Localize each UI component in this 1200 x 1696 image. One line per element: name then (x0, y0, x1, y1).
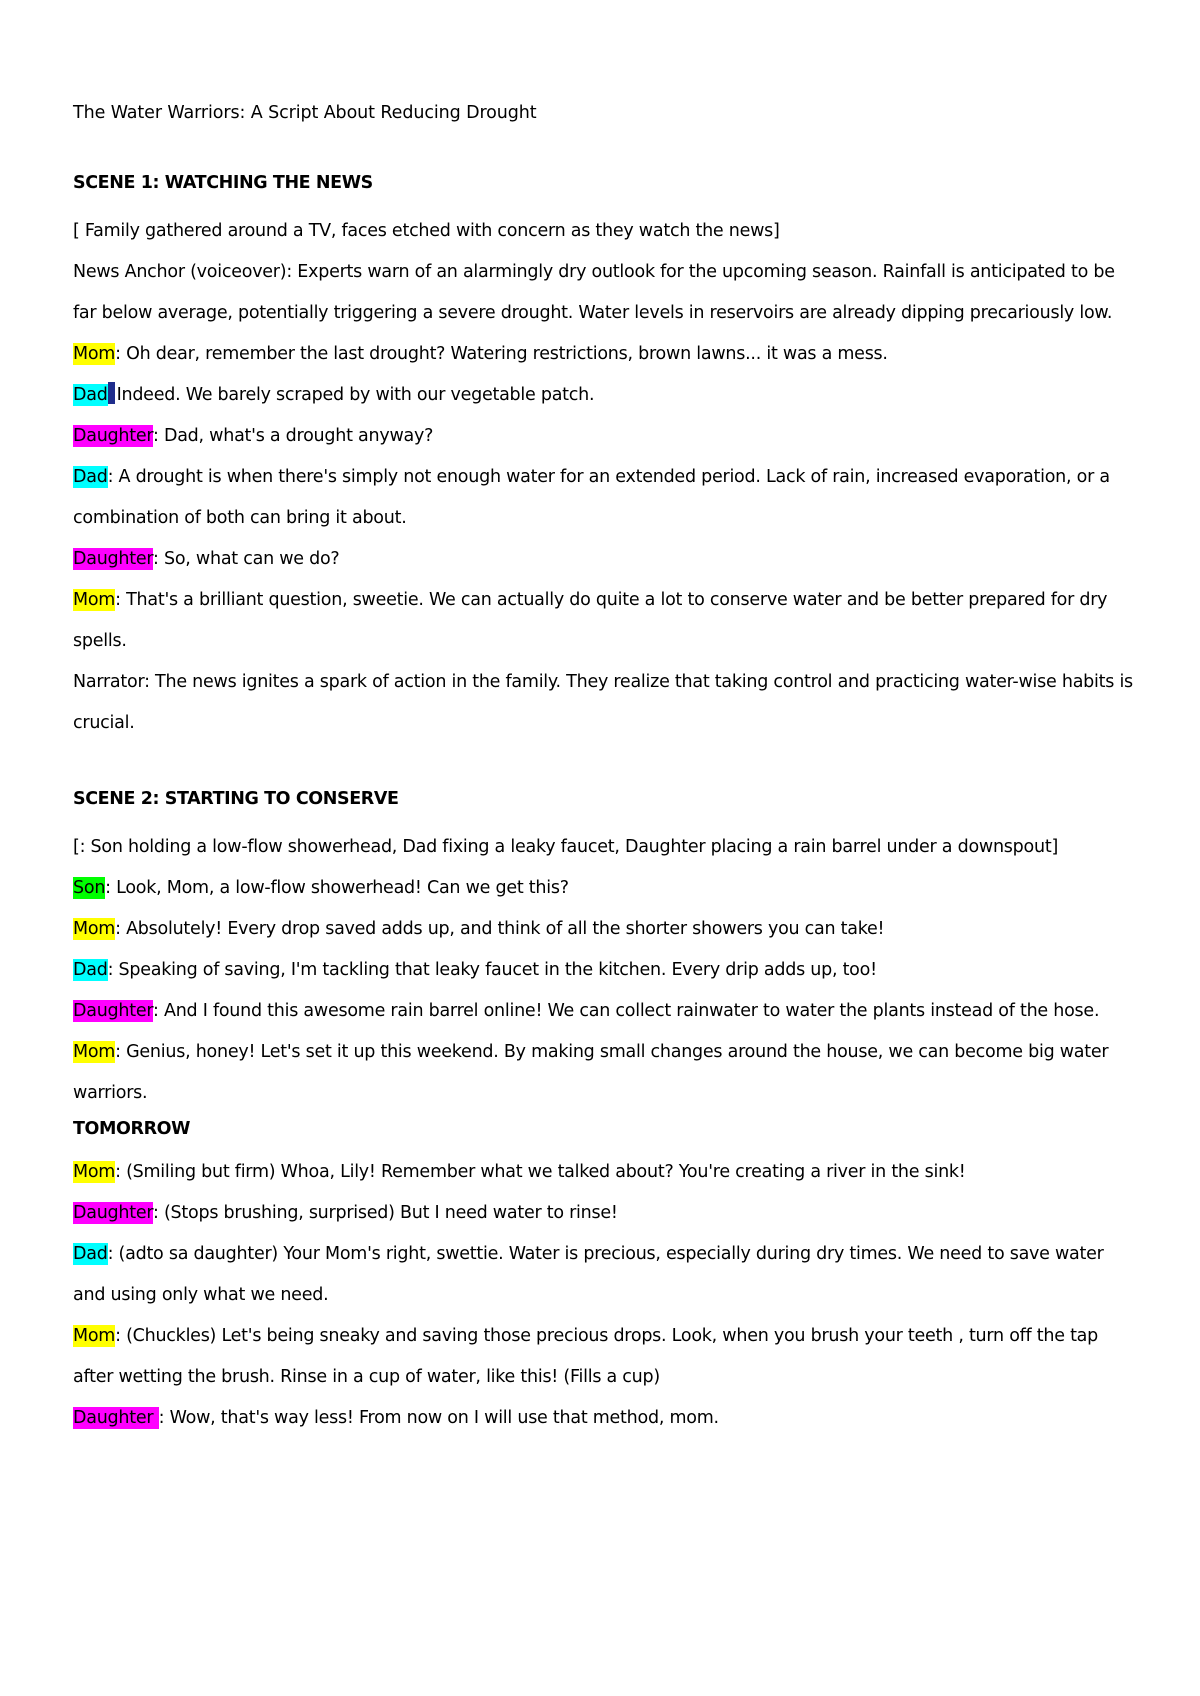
speaker-daughter: Daughter (73, 1203, 154, 1223)
speaker-separator: : (115, 1162, 121, 1182)
stage-direction (73, 827, 1133, 868)
line-text: So, what can we do? (158, 549, 340, 569)
scene-1-body (73, 211, 1133, 744)
tomorrow-body (73, 1152, 1133, 1439)
dialogue-line (73, 1193, 1133, 1234)
line-text: [ Family gathered around a TV, faces etched with concern as they watch the news] (73, 221, 780, 241)
stage-direction (73, 211, 1133, 252)
line-text: Indeed. We barely scraped by with our vegetable patch. (116, 385, 595, 405)
line-text: Dad, what's a drought anyway? (158, 426, 434, 446)
dialogue-line (73, 1152, 1133, 1193)
dialogue-line (73, 950, 1133, 991)
speaker-daughter: Daughter (73, 1001, 154, 1021)
line-text: And I found this awesome rain barrel online! We can collect rainwater to water the plants instead of the hose. (158, 1001, 1100, 1021)
line-text: That's a brilliant question, sweetie. We can actually do quite a lot to conserve water and be better prepared for dry spells. (73, 590, 1108, 651)
speaker-dad: Dad (73, 1244, 108, 1264)
speaker-mom: Mom (73, 590, 116, 610)
scene-1-heading: SCENE 1: WATCHING THE NEWS (73, 173, 373, 193)
line-text: Speaking of saving, I'm tackling that leaky faucet in the kitchen. Every drip adds up, too! (113, 960, 877, 980)
line-text: (Smiling but firm) Whoa, Lily! Remember what we talked about? You're creating a river in the sink! (120, 1162, 966, 1182)
dialogue-line (73, 1316, 1133, 1398)
dialogue-line (73, 991, 1133, 1032)
speaker-separator: : (115, 344, 121, 364)
line-text: News Anchor (voiceover): Experts warn of an alarmingly dry outlook for the upcoming season. Rainfall is anticipated to be far below average, potentially triggering a severe drought. Water levels in reservoirs are already dipping precariously low. (73, 262, 1115, 323)
speaker-separator: : (105, 878, 111, 898)
dialogue-line (73, 1398, 1133, 1439)
speaker-mom: Mom (73, 919, 116, 939)
speaker-separator: : (153, 1203, 159, 1223)
line-text: A drought is when there's simply not enough water for an extended period. Lack of rain, increased evaporation, or a combination of both can bring it about. (73, 467, 1110, 528)
speaker-dad: Dad (73, 385, 108, 405)
speaker-separator: : (158, 1408, 165, 1428)
line-text: Genius, honey! Let's set it up this weekend. By making small changes around the house, we can become big water warriors. (73, 1042, 1109, 1103)
dialogue-line (73, 868, 1133, 909)
line-text: Oh dear, remember the last drought? Watering restrictions, brown lawns... it was a mess. (120, 344, 888, 364)
dialogue-line (73, 539, 1133, 580)
dialogue-line (73, 416, 1133, 457)
speaker-daughter: Daughter (73, 426, 154, 446)
line-text: Narrator: The news ignites a spark of action in the family. They realize that taking control and practicing water-wise habits is crucial. (73, 672, 1133, 733)
speaker-mom: Mom (73, 1326, 116, 1346)
speaker-mom: Mom (73, 1042, 116, 1062)
speaker-separator: : (115, 590, 121, 610)
line-text: Look, Mom, a low-flow showerhead! Can we get this? (110, 878, 569, 898)
line-text: (Stops brushing, surprised) But I need water to rinse! (158, 1203, 618, 1223)
dialogue-line (73, 1032, 1133, 1114)
dialogue-line (73, 334, 1133, 375)
line-text: (adto sa daughter) Your Mom's right, swettie. Water is precious, especially during dry times. We need to save water and using only what we need. (73, 1244, 1104, 1305)
document-title: The Water Warriors: A Script About Reducing Drought (73, 103, 537, 123)
speaker-dad: Dad (73, 467, 108, 487)
speaker-separator: : (107, 1244, 114, 1264)
line-text: [: Son holding a low-flow showerhead, Dad fixing a leaky faucet, Daughter placing a rain barrel under a downspout] (73, 837, 1059, 857)
stage-direction (73, 252, 1133, 334)
stage-direction (73, 662, 1133, 744)
text-cursor (108, 382, 115, 404)
line-text: (Chuckles) Let's being sneaky and saving those precious drops. Look, when you brush your teeth , turn off the tap after wetting the brush. Rinse in a cup of water, like this! (Fills a cup) (73, 1326, 1099, 1387)
speaker-mom: Mom (73, 1162, 116, 1182)
speaker-separator: : (153, 549, 159, 569)
line-text: Wow, that's way less! From now on I will use that method, mom. (164, 1408, 719, 1428)
speaker-daughter: Daughter (73, 549, 154, 569)
speaker-son: Son (73, 878, 106, 898)
dialogue-line (73, 375, 1133, 416)
dialogue-line (73, 909, 1133, 950)
scene-2-heading: SCENE 2: STARTING TO CONSERVE (73, 789, 399, 809)
speaker-separator: : (153, 1001, 159, 1021)
speaker-separator: : (115, 1042, 121, 1062)
dialogue-line (73, 457, 1133, 539)
line-text: Absolutely! Every drop saved adds up, and think of all the shorter showers you can take! (120, 919, 885, 939)
speaker-separator: : (115, 1326, 121, 1346)
dialogue-line (73, 1234, 1133, 1316)
document-page (73, 100, 1133, 1439)
speaker-daughter: Daughter (73, 1408, 159, 1428)
tomorrow-heading: TOMORROW (73, 1119, 191, 1139)
speaker-separator: : (107, 467, 114, 487)
scene-2-body (73, 827, 1133, 1114)
dialogue-line (73, 580, 1133, 662)
scene-gap (73, 744, 1133, 786)
speaker-separator: : (153, 426, 159, 446)
speaker-dad: Dad (73, 960, 108, 980)
speaker-separator: : (115, 919, 121, 939)
speaker-separator: : (107, 960, 114, 980)
speaker-mom: Mom (73, 344, 116, 364)
